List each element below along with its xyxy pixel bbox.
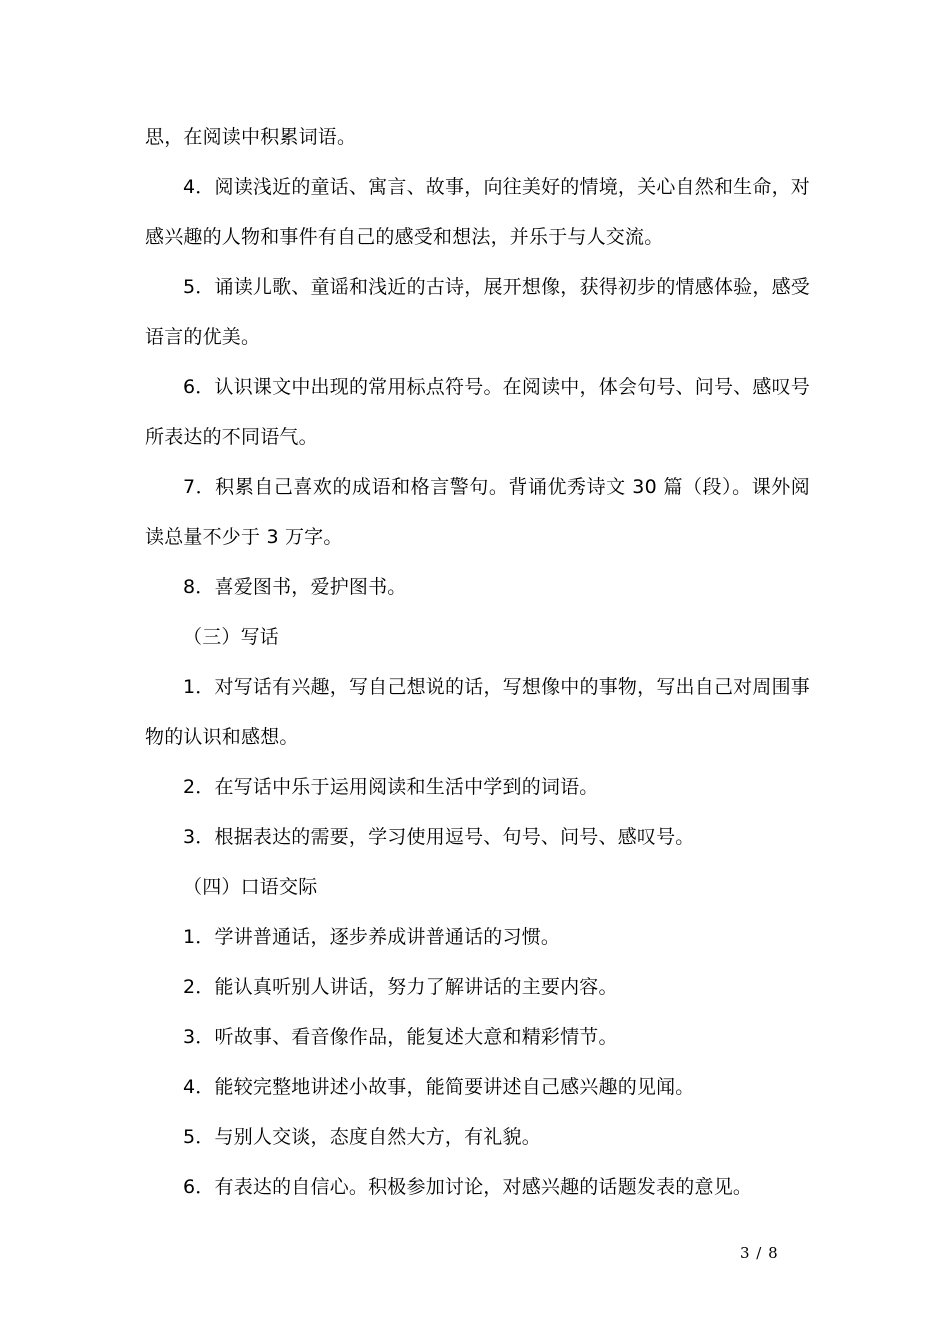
- paragraph: 4．能较完整地讲述小故事，能简要讲述自己感兴趣的见闻。: [183, 1076, 695, 1098]
- paragraph: 2．在写话中乐于运用阅读和生活中学到的词语。: [183, 776, 599, 798]
- paragraph: 8．喜爱图书，爱护图书。: [183, 576, 407, 598]
- page-number: 3 / 8: [740, 1244, 779, 1262]
- paragraph: 5．与别人交谈，态度自然大方，有礼貌。: [183, 1126, 541, 1148]
- paragraph: 3．听故事、看音像作品，能复述大意和精彩情节。: [183, 1026, 618, 1048]
- paragraph: 7．积累自己喜欢的成语和格言警句。背诵优秀诗文 30 篇（段）。课外阅读总量不少于 3 万字。: [145, 476, 810, 548]
- paragraph: 1．学讲普通话，逐步养成讲普通话的习惯。: [183, 926, 561, 948]
- paragraph: 4．阅读浅近的童话、寓言、故事，向往美好的情境，关心自然和生命，对感兴趣的人物和事件有自己的感受和想法，并乐于与人交流。: [145, 176, 810, 248]
- section-heading: （四）口语交际: [183, 876, 318, 898]
- section-heading: （三）写话: [183, 626, 280, 648]
- paragraph: 5．诵读儿歌、童谣和浅近的古诗，展开想像，获得初步的情感体验，感受语言的优美。: [145, 276, 810, 348]
- paragraph: 6．认识课文中出现的常用标点符号。在阅读中，体会句号、问号、感叹号所表达的不同语气。: [145, 376, 810, 448]
- paragraph: 1．对写话有兴趣，写自己想说的话，写想像中的事物，写出自己对周围事物的认识和感想。: [145, 676, 810, 748]
- paragraph: 3．根据表达的需要，学习使用逗号、句号、问号、感叹号。: [183, 826, 695, 848]
- paragraph: 6．有表达的自信心。积极参加讨论，对感兴趣的话题发表的意见。: [183, 1176, 753, 1198]
- paragraph: 2．能认真听别人讲话，努力了解讲话的主要内容。: [183, 976, 618, 998]
- paragraph: 思，在阅读中积累词语。: [145, 126, 357, 148]
- document-body: [145, 112, 810, 1212]
